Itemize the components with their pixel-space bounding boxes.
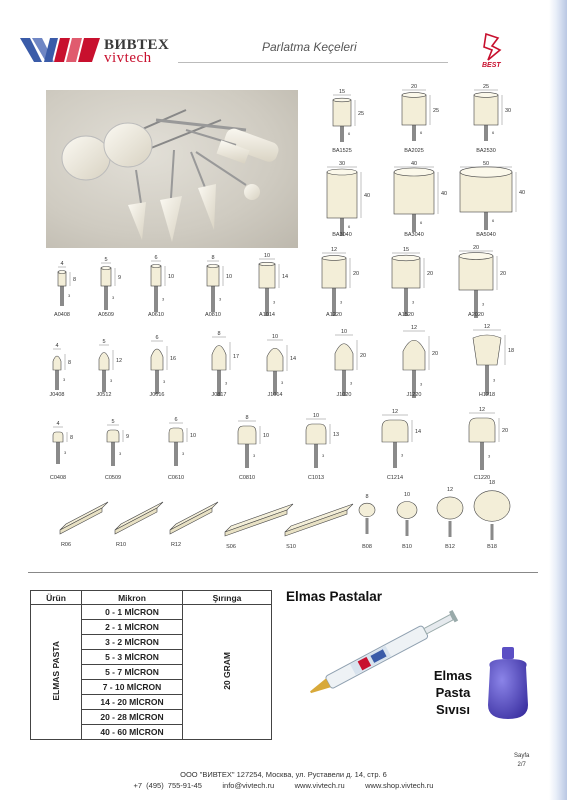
product-r12 xyxy=(170,502,218,534)
felt-head xyxy=(53,432,63,442)
shank-dim-label: 6 xyxy=(492,129,495,135)
felt-head xyxy=(460,172,512,212)
footer-site-1[interactable]: www.vivtech.ru xyxy=(294,781,345,790)
felt-head xyxy=(259,264,275,288)
height-dim-label: 20 xyxy=(500,271,507,277)
shank xyxy=(211,286,215,312)
felt-head xyxy=(333,100,351,126)
product-j1014 xyxy=(267,340,287,395)
product-j0512 xyxy=(99,345,113,392)
product-a1220 xyxy=(322,253,350,316)
shank xyxy=(484,125,488,141)
syringe-cell xyxy=(183,605,272,740)
product-c0509 xyxy=(107,425,123,466)
height-dim-label: 10 xyxy=(226,274,233,280)
felt-top xyxy=(460,167,512,177)
product-code-label: J0408 xyxy=(49,392,65,398)
height-dim-label: 16 xyxy=(170,356,177,362)
product-b08 xyxy=(359,503,375,534)
felt-head xyxy=(327,172,357,218)
height-dim-label: 40 xyxy=(519,190,526,196)
felt-stick xyxy=(115,502,163,530)
product-code-label: R12 xyxy=(170,542,182,548)
felt-head xyxy=(169,428,183,442)
shank-dim-label: 3 xyxy=(281,380,284,386)
product-c1013 xyxy=(306,419,330,468)
height-dim-label: 10 xyxy=(263,433,270,439)
shank xyxy=(56,442,60,464)
shank-dim-label: 3 xyxy=(401,452,404,458)
product-code-label: C1013 xyxy=(307,475,325,481)
footer-email[interactable]: info@vivtech.ru xyxy=(222,781,275,790)
width-dim-label: 6 xyxy=(154,255,158,261)
shank-dim-label: 3 xyxy=(412,299,415,305)
shank-dim-label: 3 xyxy=(163,379,166,385)
height-dim-label: 20 xyxy=(432,351,439,357)
paste-section-title: Elmas Pastalar xyxy=(286,589,383,604)
product-a0408 xyxy=(58,267,70,306)
felt-head xyxy=(151,266,161,286)
product-h1218 xyxy=(473,330,505,395)
micron-cell: 40 - 60 MİCRON xyxy=(82,725,183,740)
height-dim-label: 10 xyxy=(168,274,175,280)
shank-dim-label: 3 xyxy=(253,453,256,459)
felt-stick xyxy=(170,502,218,530)
product-code-label: A2020 xyxy=(468,312,484,318)
product-ba5040 xyxy=(460,167,516,230)
width-dim-label: 4 xyxy=(60,261,64,267)
felt-head xyxy=(459,256,493,290)
footer-site-2[interactable]: www.shop.vivtech.ru xyxy=(365,781,434,790)
product-code-label: C1220 xyxy=(473,475,491,481)
felt-top xyxy=(333,98,351,102)
footer-address: ООО "ВИВТЕХ" 127254, Москва, ул. Руставели д. 14, стр. 6 xyxy=(180,770,387,779)
shank-dim-label: 3 xyxy=(273,299,276,305)
micron-cell: 2 - 1 MİCRON xyxy=(82,620,183,635)
shank-dim-label: 3 xyxy=(420,381,423,387)
felt-top xyxy=(259,262,275,265)
width-dim-label: 10 xyxy=(340,329,348,335)
width-dim-label: 4 xyxy=(55,343,59,349)
shank xyxy=(485,365,489,395)
shank-dim-label: 3 xyxy=(63,377,66,382)
felt-head xyxy=(207,266,219,286)
shank-dim-label: 6 xyxy=(348,223,351,229)
shank-dim-label: 3 xyxy=(64,450,67,456)
shank-dim-label: 3 xyxy=(182,451,185,457)
product-code-label: J1014 xyxy=(267,392,283,398)
product-code-label: A1220 xyxy=(326,312,342,318)
product-code-label: A0509 xyxy=(98,312,114,318)
shank-dim-label: 6 xyxy=(492,217,495,223)
product-s06 xyxy=(225,504,293,536)
felt-head xyxy=(473,335,501,365)
product-code-label: B18 xyxy=(487,544,497,550)
product-code-label: J1220 xyxy=(406,392,422,398)
shank xyxy=(480,442,484,470)
felt-head xyxy=(335,344,353,370)
height-dim-label: 40 xyxy=(364,193,371,199)
product-code-label: S10 xyxy=(286,544,296,550)
shank xyxy=(393,442,397,468)
width-dim-label: 12 xyxy=(410,325,418,331)
product-j1220 xyxy=(403,331,429,398)
product-a2020 xyxy=(459,251,497,318)
product-code-label: R06 xyxy=(60,542,72,548)
width-dim-label: 10 xyxy=(403,492,411,498)
product-code-label: C0810 xyxy=(238,475,256,481)
product-b10 xyxy=(397,502,417,537)
shank xyxy=(484,212,488,230)
product-code-label: BA3040 xyxy=(332,232,352,238)
product-code-label: J0817 xyxy=(211,392,227,398)
shank-dim-label: 3 xyxy=(322,453,325,459)
product-name: ELMAS PASTA xyxy=(51,641,61,701)
felt-stick-side xyxy=(115,508,157,534)
felt-head xyxy=(99,353,109,371)
logo-line-2: vivtech xyxy=(104,50,152,66)
height-dim-label: 25 xyxy=(358,111,365,117)
product-ba2025 xyxy=(402,90,430,141)
width-dim-label: 4 xyxy=(56,421,60,427)
footer-phone: +7 (495) 755-91-45 xyxy=(133,781,202,790)
table-row xyxy=(31,605,272,620)
felt-stick-side xyxy=(225,510,287,536)
logo-line-1: ВИВТЕХ xyxy=(104,37,170,53)
page-label-text: Sayfa xyxy=(514,753,530,759)
product-b12 xyxy=(437,497,463,537)
felt-head xyxy=(322,258,346,288)
height-dim-label: 20 xyxy=(360,353,367,359)
felt-top xyxy=(474,93,498,98)
felt-head xyxy=(469,418,495,442)
width-dim-label: 10 xyxy=(271,334,279,340)
product-a1520 xyxy=(392,253,424,316)
product-r10 xyxy=(115,502,163,534)
height-dim-label: 8 xyxy=(70,435,74,441)
height-dim-label: 9 xyxy=(126,434,130,440)
page-number-text: 2/7 xyxy=(517,762,526,768)
felt-head xyxy=(403,340,425,370)
width-dim-label: 8 xyxy=(211,255,215,261)
felt-head xyxy=(212,346,226,371)
height-dim-label: 20 xyxy=(353,271,360,277)
product-a0509 xyxy=(101,263,115,310)
felt-top xyxy=(101,267,111,270)
felt-top xyxy=(392,255,420,261)
width-dim-label: 10 xyxy=(312,413,320,419)
width-dim-label: 5 xyxy=(104,257,108,263)
felt-head xyxy=(101,268,111,286)
width-dim-label: 12 xyxy=(391,409,399,415)
shank xyxy=(60,286,64,306)
shank xyxy=(412,214,416,232)
shank-dim-label: 3 xyxy=(350,380,353,386)
felt-top xyxy=(151,265,161,268)
product-j0408 xyxy=(53,349,65,390)
height-dim-label: 14 xyxy=(290,356,297,362)
product-code-label: C1214 xyxy=(386,475,404,481)
felt-ball xyxy=(397,502,417,519)
height-dim-label: 12 xyxy=(116,358,123,364)
felt-head xyxy=(58,272,66,286)
felt-ball xyxy=(474,491,510,522)
product-ba1525 xyxy=(333,95,355,142)
best-brand-text: BEST xyxy=(482,62,501,69)
shank-dim-label: 3 xyxy=(162,296,165,302)
shank-dim-label: 3 xyxy=(482,301,485,307)
height-dim-label: 20 xyxy=(502,428,509,434)
width-dim-label: 12 xyxy=(446,487,454,493)
shank xyxy=(340,126,344,142)
shank xyxy=(245,444,249,468)
header-mikron: Mikron xyxy=(82,591,183,605)
table-header-row xyxy=(31,591,272,605)
height-dim-label: 25 xyxy=(433,108,440,114)
shank-dim-label: 6 xyxy=(420,219,423,225)
height-dim-label: 14 xyxy=(282,274,289,280)
product-code-label: J0616 xyxy=(149,392,165,398)
felt-head xyxy=(107,430,119,442)
paste-table xyxy=(30,590,272,740)
product-s10 xyxy=(285,504,353,536)
product-code-label: A1014 xyxy=(259,312,275,318)
felt-top xyxy=(459,253,493,260)
product-ba3040 xyxy=(327,167,361,236)
shank xyxy=(111,442,115,466)
width-dim-label: 12 xyxy=(478,407,486,413)
shank-dim-label: 6 xyxy=(348,130,351,136)
width-dim-label: 30 xyxy=(338,161,346,167)
micron-cell: 5 - 7 MİCRON xyxy=(82,665,183,680)
micron-cell: 5 - 3 MİCRON xyxy=(82,650,183,665)
felt-top xyxy=(322,256,346,261)
felt-head xyxy=(402,95,426,125)
product-c1214 xyxy=(382,415,412,468)
shank-dim-label: 3 xyxy=(110,378,113,384)
width-dim-label: 8 xyxy=(217,331,221,337)
page-number xyxy=(514,752,529,770)
product-code-label: BA2530 xyxy=(476,148,496,154)
product-code-label: S06 xyxy=(226,544,236,550)
height-dim-label: 8 xyxy=(73,277,77,283)
felt-stick-side xyxy=(285,510,347,536)
product-c0610 xyxy=(169,423,187,466)
height-dim-label: 14 xyxy=(415,429,422,435)
felt-head xyxy=(394,172,434,214)
height-dim-label: 8 xyxy=(68,360,72,366)
micron-cell: 3 - 2 MİCRON xyxy=(82,635,183,650)
product-c0408 xyxy=(53,427,67,464)
product-code-label: BA1525 xyxy=(332,148,352,154)
product-code-label: C0408 xyxy=(49,475,67,481)
width-dim-label: 25 xyxy=(482,84,490,90)
shank xyxy=(102,370,106,392)
felt-ball xyxy=(437,497,463,519)
felt-top xyxy=(327,169,357,175)
felt-ball xyxy=(359,503,375,517)
shank xyxy=(55,370,59,390)
width-dim-label: 8 xyxy=(365,494,369,500)
product-code-label: BA2025 xyxy=(404,148,424,154)
felt-top xyxy=(402,93,426,98)
product-code-label: J1020 xyxy=(336,392,352,398)
width-dim-label: 15 xyxy=(338,89,346,95)
shank xyxy=(314,444,318,468)
product-code-label: B12 xyxy=(445,544,455,550)
felt-stick-side xyxy=(170,508,212,534)
height-dim-label: 10 xyxy=(190,433,197,439)
felt-stick-side xyxy=(60,508,102,534)
width-dim-label: 6 xyxy=(174,417,178,423)
product-j0616 xyxy=(151,341,167,394)
felt-top xyxy=(394,168,434,176)
micron-cell: 7 - 10 MİCRON xyxy=(82,680,183,695)
micron-cell: 0 - 1 MİCRON xyxy=(82,605,183,620)
product-code-label: A1520 xyxy=(398,312,414,318)
product-c1220 xyxy=(469,413,499,470)
height-dim-label: 30 xyxy=(505,108,512,114)
felt-stick xyxy=(285,504,353,532)
shank xyxy=(174,442,178,466)
width-dim-label: 6 xyxy=(155,335,159,341)
width-dim-label: 20 xyxy=(410,84,418,90)
felt-head xyxy=(267,348,283,371)
product-code-label: BA3040 xyxy=(404,232,424,238)
width-dim-label: 15 xyxy=(402,247,410,253)
felt-head xyxy=(151,349,163,370)
product-c0810 xyxy=(238,421,260,468)
product-code-label: H1218 xyxy=(478,392,496,398)
header-siringa: Şırınga xyxy=(183,591,272,605)
width-dim-label: 40 xyxy=(410,161,418,167)
micron-cell: 20 - 28 MİCRON xyxy=(82,710,183,725)
micron-cell: 14 - 20 MİCRON xyxy=(82,695,183,710)
felt-head xyxy=(474,95,498,125)
width-dim-label: 12 xyxy=(483,324,491,330)
felt-top xyxy=(58,271,66,274)
felt-head xyxy=(53,356,61,370)
product-code-label: R10 xyxy=(115,542,127,548)
width-dim-label: 5 xyxy=(111,419,115,425)
section-divider xyxy=(28,572,538,573)
page-title: Parlatma Keçeleri xyxy=(262,40,357,54)
felt-head xyxy=(382,420,408,442)
product-a1014 xyxy=(259,259,279,316)
felt-stick xyxy=(225,504,293,532)
paste-liquid-line2: Pasta xyxy=(435,685,471,700)
product-a0610 xyxy=(151,261,165,312)
product-j1020 xyxy=(335,335,357,396)
shank-dim-label: 3 xyxy=(68,293,71,298)
paste-liquid-label xyxy=(413,667,493,718)
product-code-label: BA5040 xyxy=(476,232,496,238)
shank-dim-label: 3 xyxy=(340,299,343,305)
height-dim-label: 17 xyxy=(233,354,240,360)
product-code-label: C0610 xyxy=(167,475,185,481)
header-urun: Ürün xyxy=(31,591,82,605)
felt-head xyxy=(306,424,326,444)
shank-dim-label: 3 xyxy=(219,296,222,302)
product-code-label: J0512 xyxy=(96,392,112,398)
width-dim-label: 12 xyxy=(330,247,338,253)
width-dim-label: 18 xyxy=(488,480,496,486)
shank-dim-label: 3 xyxy=(488,453,491,459)
height-dim-label: 20 xyxy=(427,271,434,277)
height-dim-label: 40 xyxy=(441,191,448,197)
width-dim-label: 20 xyxy=(472,245,480,251)
shank-dim-label: 3 xyxy=(119,451,122,457)
product-ba3040 xyxy=(394,167,438,232)
product-code-label: B10 xyxy=(402,544,412,550)
height-dim-label: 18 xyxy=(508,348,515,354)
width-dim-label: 10 xyxy=(263,253,271,259)
shank xyxy=(104,286,108,310)
width-dim-label: 5 xyxy=(102,339,106,345)
felt-top xyxy=(207,265,219,268)
shank xyxy=(154,286,158,312)
width-dim-label: 8 xyxy=(245,415,249,421)
width-dim-label: 50 xyxy=(482,161,490,167)
height-dim-label: 13 xyxy=(333,432,340,438)
product-r06 xyxy=(60,502,108,534)
felt-head xyxy=(238,426,256,444)
felt-stick xyxy=(60,502,108,530)
product-ba2530 xyxy=(474,90,502,141)
product-cell xyxy=(31,605,82,740)
shank xyxy=(155,370,159,394)
shank-dim-label: 3 xyxy=(225,380,228,386)
felt-head xyxy=(392,258,420,288)
product-a0810 xyxy=(207,261,223,312)
paste-liquid-line1: Elmas xyxy=(433,668,473,683)
product-code-label: A0810 xyxy=(205,312,221,318)
product-code-label: B08 xyxy=(362,544,372,550)
shank xyxy=(412,125,416,141)
product-j0817 xyxy=(212,337,230,396)
product-b18 xyxy=(474,491,510,540)
footer-contacts xyxy=(0,781,567,790)
height-dim-label: 9 xyxy=(118,275,122,281)
product-code-label: A0610 xyxy=(148,312,164,318)
paste-liquid-line3: Sıvısı xyxy=(436,702,470,717)
product-code-label: A0408 xyxy=(54,312,70,318)
shank-dim-label: 3 xyxy=(112,295,115,301)
syringe-value: 20 GRAM xyxy=(222,652,232,690)
shank-dim-label: 6 xyxy=(420,129,423,135)
product-code-label: C0509 xyxy=(104,475,122,481)
shank-dim-label: 3 xyxy=(493,377,496,383)
